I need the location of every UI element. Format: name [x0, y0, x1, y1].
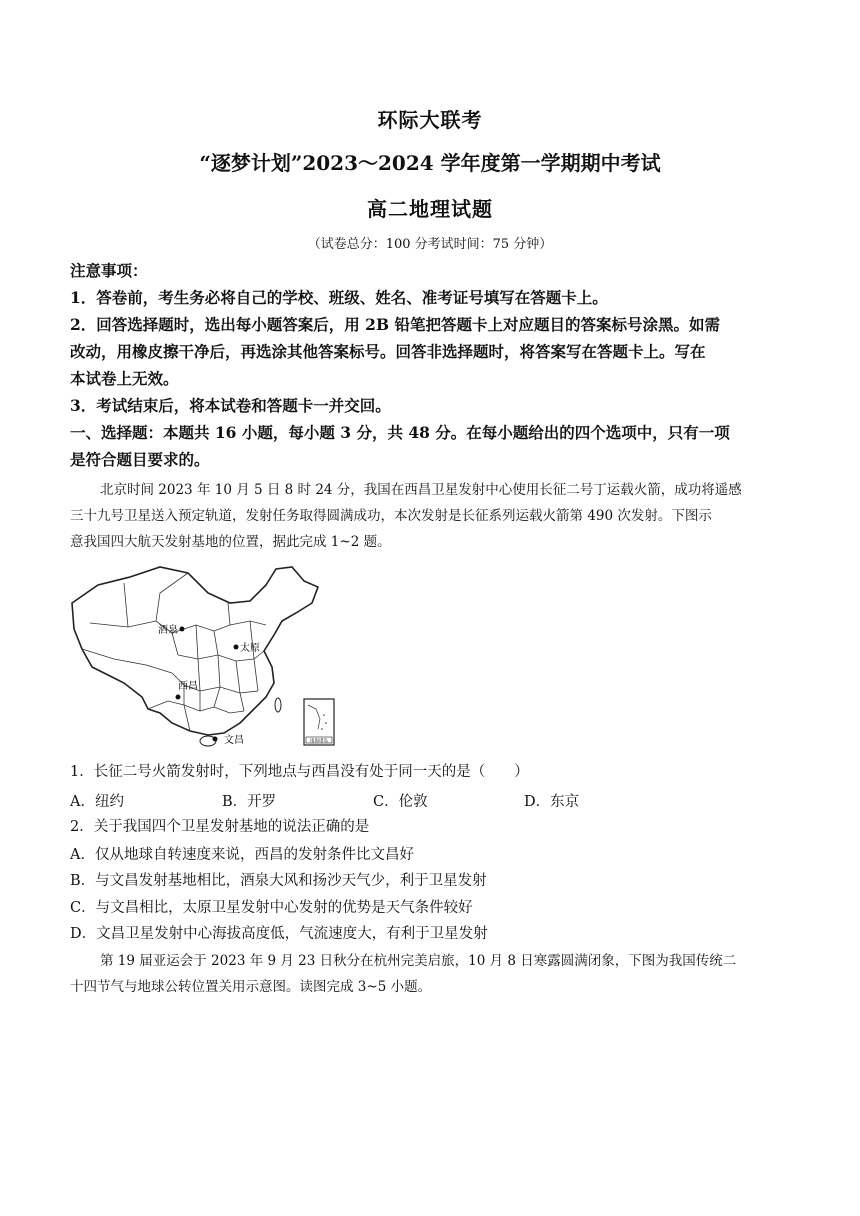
taiyuan-label: 太原: [240, 643, 260, 654]
taiyuan-marker: [234, 645, 239, 650]
q2-option-b: B．与文昌发射基地相比，酒泉大风和扬沙天气少，利于卫星发射: [70, 873, 487, 889]
notice-item-2: 2．回答选择题时，选出每小题答案后，用 2B 铅笔把答题卡上对应题目的答案标号涂黑。如需: [70, 315, 720, 334]
section-heading-cont: 是符合题目要求的。: [70, 450, 210, 469]
q2-option-c: C．与文昌相比，太原卫星发射中心发射的优势是天气条件较好: [70, 900, 473, 916]
wenchang-marker: [213, 737, 218, 742]
q2-stem: 2．关于我国四个卫星发射基地的说法正确的是: [70, 819, 370, 835]
q1-option-c: C．伦敦: [373, 794, 428, 810]
notice-title: 注意事项：: [70, 261, 148, 280]
q1-option-b: B．开罗: [222, 794, 277, 810]
q2-option-a: A．仅从地球自转速度来说，西昌的发射条件比文昌好: [70, 847, 414, 863]
exam-plan-title: “逐梦计划”2023～2024 学年度第一学期期中考试: [199, 151, 661, 175]
notice-item-1: 1．答卷前，考生务必将自己的学校、班级、姓名、准考证号填写在答题卡上。: [70, 288, 608, 307]
notice-item-2-cont: 改动，用橡皮擦干净后，再选涂其他答案标号。回答非选择题时，将答案写在答题卡上。写在: [70, 342, 706, 361]
q1-stem: 1．长征二号火箭发射时，下列地点与西昌没有处于同一天的是（ ）: [70, 764, 529, 780]
passage2-line2: 十四节气与地球公转位置关用示意图。读图完成 3~5 小题。: [70, 979, 432, 995]
wenchang-label: 文昌: [224, 735, 244, 746]
passage2-line1: 第 19 届亚运会于 2023 年 9 月 23 日秋分在杭州完美启旅，10 月 8 日寒露圆满闭象，下图为我国传统二: [100, 953, 737, 969]
q2-option-d: D．文昌卫星发射中心海拔高度低，气流速度大，有利于卫星发射: [70, 926, 488, 942]
inset-label: 南海诸岛: [310, 739, 328, 744]
notice-item-2-end: 本试卷上无效。: [70, 369, 179, 388]
passage1-line2: 三十九号卫星送入预定轨道，发射任务取得圆满成功，本次发射是长征系列运载火箭第 490 次发射。下图示: [70, 508, 712, 524]
notice-item-3: 3．考试结束后，将本试卷和答题卡一并交回。: [70, 396, 391, 415]
exam-meta: （试卷总分：100 分考试时间：75 分钟）: [307, 237, 553, 252]
q1-option-d: D．东京: [524, 794, 580, 810]
passage1-line3: 意我国四大航天发射基地的位置，据此完成 1~2 题。: [70, 534, 391, 550]
subject-title: 高二地理试题: [367, 197, 493, 221]
passage1-line1: 北京时间 2023 年 10 月 5 日 8 时 24 分，我国在西昌卫星发射中心使用长征二号丁运载火箭，成功将遥感: [100, 482, 742, 498]
section-heading: 一、选择题：本题共 16 小题，每小题 3 分，共 48 分。在每小题给出的四个选项中，只有一项: [70, 423, 730, 442]
exam-union-title: 环际大联考: [377, 108, 483, 132]
xichang-marker: [176, 695, 181, 700]
jiuquan-label: 酒泉: [158, 625, 178, 636]
q1-option-a: A．纽约: [70, 794, 124, 810]
china-launch-sites-map: [68, 563, 340, 753]
jiuquan-marker: [180, 627, 185, 632]
xichang-label: 西昌: [178, 681, 198, 692]
